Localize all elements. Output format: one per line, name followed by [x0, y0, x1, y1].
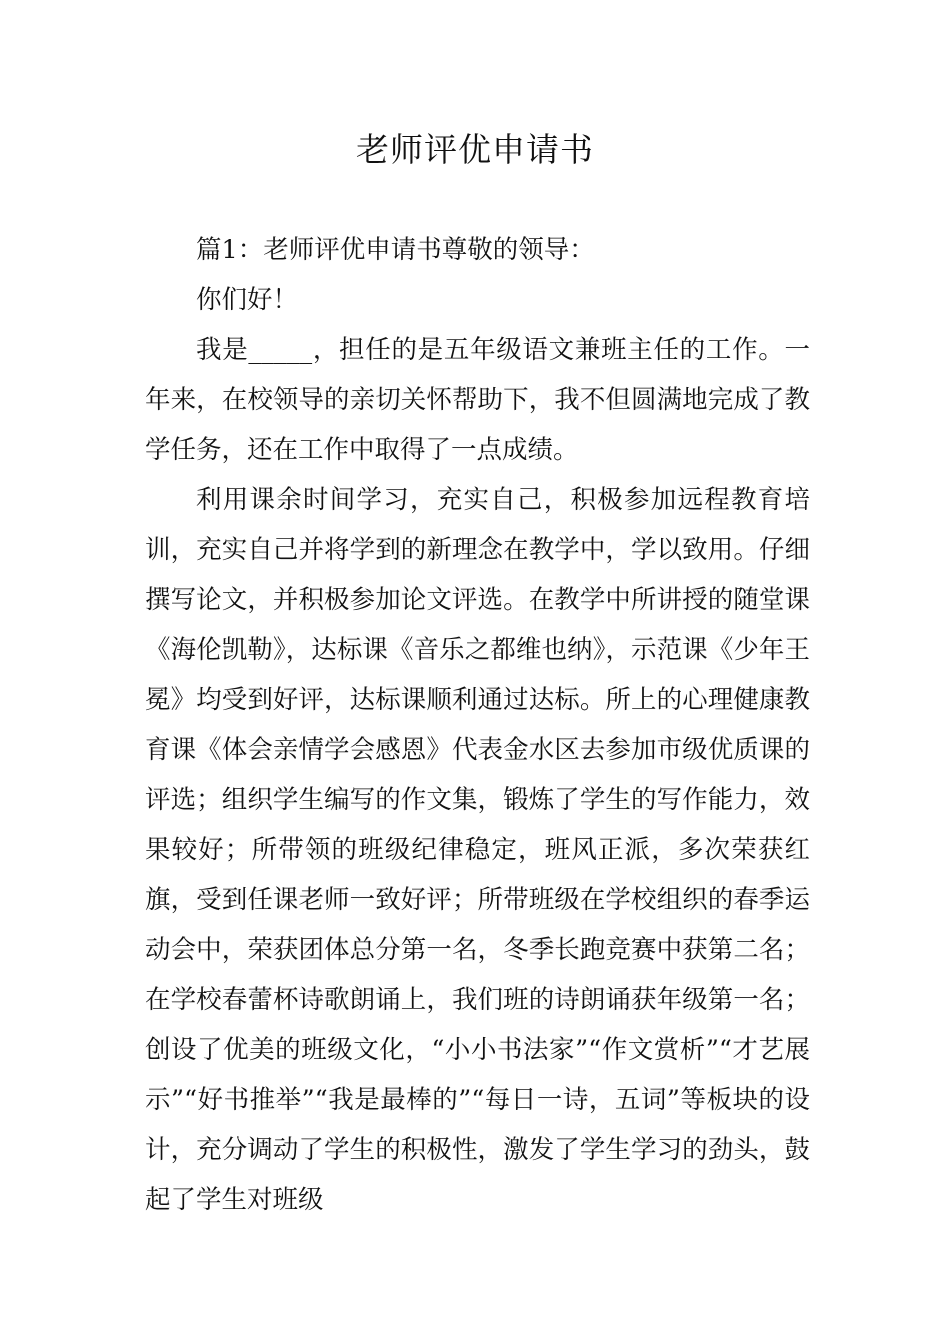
paragraph-introduction: 我是_____，担任的是五年级语文兼班主任的工作。一年来，在校领导的亲切关怀帮助下，我不但圆满地完成了教学任务，还在工作中取得了一点成绩。: [145, 335, 810, 465]
document-title: 老师评优申请书: [356, 130, 594, 169]
paragraph-achievements: 利用课余时间学习，充实自己，积极参加远程教育培训，充实自己并将学到的新理念在教学中，学以致用。仔细撰写论文，并积极参加论文评选。在教学中所讲授的随堂课《海伦凯勒》，达标课《音乐之都维也纳》，示范课《少年王冕》均受到好评，达标课顺利通过达标。所上的心理健康教育课《体会亲情学会感恩》代表金水区去参加市级优质课的评选；组织学生编写的作文集，锻炼了学生的写作能力，效果较好；所带领的班级纪律稳定，班风正派，多次荣获红旗，受到任课老师一致好评；所带班级在学校组织的春季运动会中，荣获团体总分第一名，冬季长跑竞赛中获第二名；在学校春蕾杯诗歌朗诵上，我们班的诗朗诵获年级第一名；创设了优美的班级文化，“小小书法家”“作文赏析”“才艺展示”“好书推举”“我是最棒的”“每日一诗，五词”等板块的设计，充分调动了学生的积极性，激发了学生学习的劲头，鼓起了学生对班级: [145, 485, 810, 1215]
paragraph-greeting: 你们好！: [196, 285, 299, 315]
paragraph-heading: 篇1：老师评优申请书尊敬的领导：: [196, 235, 595, 265]
document-body: [145, 225, 810, 1225]
